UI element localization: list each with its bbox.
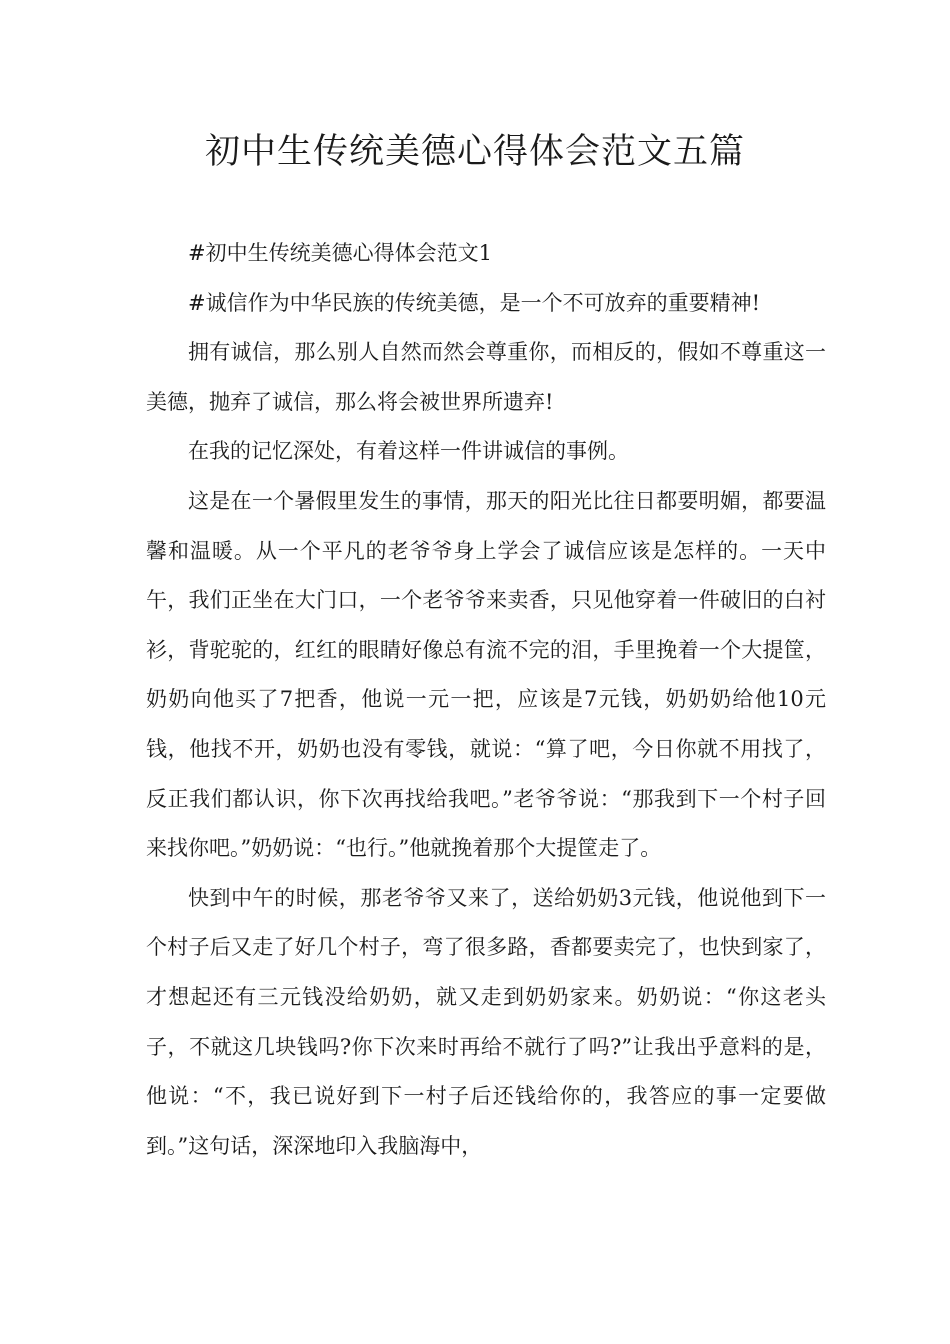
- paragraph-integrity-respect: 拥有诚信，那么别人自然而然会尊重你，而相反的，假如不尊重这一美德，抛弃了诚信，那么将会被世界所遗弃!: [146, 340, 826, 414]
- document-body: [146, 229, 826, 1171]
- paragraph-theme: #诚信作为中华民族的传统美德，是一个不可放弃的重要精神!: [188, 290, 761, 315]
- document-title: 初中生传统美德心得体会范文五篇: [204, 132, 745, 172]
- paragraph-story: 这是在一个暑假里发生的事情，那天的阳光比往日都要明媚，都要温馨和温暖。从一个平凡的老爷爷身上学会了诚信应该是怎样的。一天中午，我们正坐在大门口，一个老爷爷来卖香，只见他穿着一件破旧的白衬衫，背驼驼的，红红的眼睛好像总有流不完的泪，手里挽着一个大提筐，奶奶向他买了7把香，他说一元一把，应该是7元钱，奶奶奶给他10元钱，他找不开，奶奶也没有零钱，就说：“算了吧，今日你就不用找了，反正我们都认识，你下次再找给我吧。”老爷爷说：“那我到下一个村子回来找你吧。”奶奶说：“也行。”他就挽着那个大提筐走了。: [146, 488, 826, 861]
- paragraph-story-continued: 快到中午的时候，那老爷爷又来了，送给奶奶3元钱，他说他到下一个村子后又走了好几个村子，弯了很多路，香都要卖完了，也快到家了，才想起还有三元钱没给奶奶，就又走到奶奶家来。奶奶说：“你这老头子，不就这几块钱吗?你下次来时再给不就行了吗?”让我出乎意料的是，他说：“不，我已说好到下一村子后还钱给你的，我答应的事一定要做到。”这句话，深深地印入我脑海中，: [146, 885, 826, 1158]
- paragraph-memory-intro: 在我的记忆深处，有着这样一件讲诚信的事例。: [188, 439, 629, 464]
- paragraph-section-heading: #初中生传统美德心得体会范文1: [188, 241, 492, 265]
